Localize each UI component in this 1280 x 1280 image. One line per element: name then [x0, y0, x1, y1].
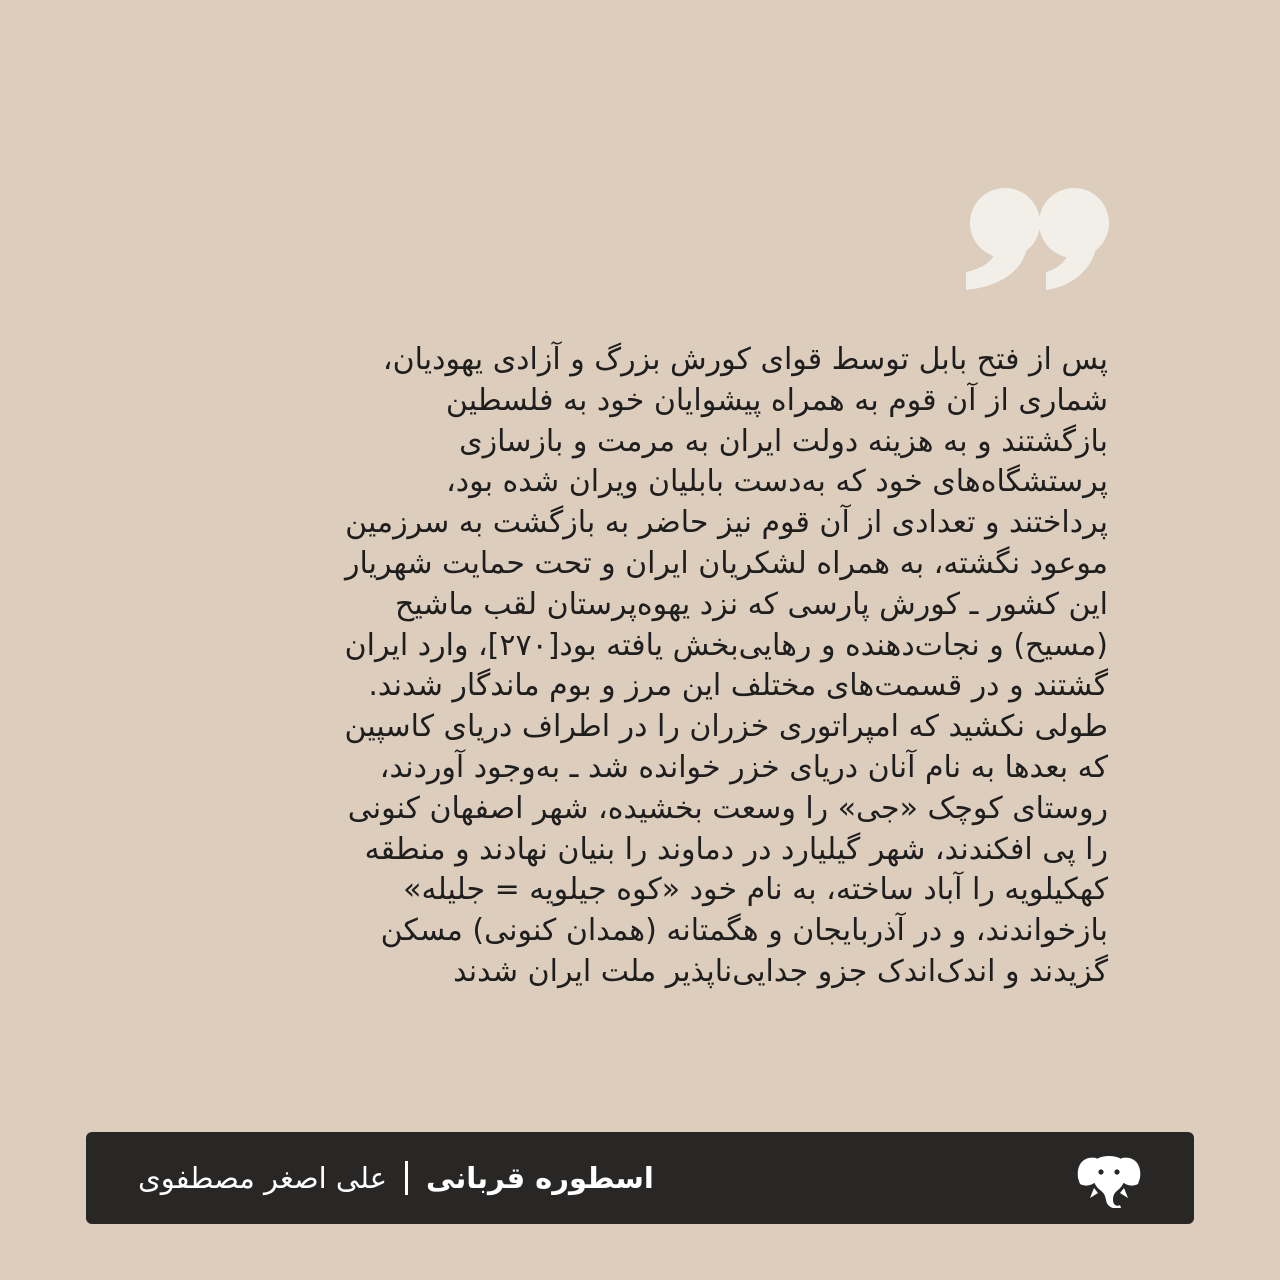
quote-line: موعود نگشته، به همراه لشکریان ایران و تحت حمایت شهریار [345, 545, 1108, 581]
quote-line: که بعدها به نام آنان دریای خزر خوانده شد ـ به‌وجود آوردند، [379, 749, 1108, 785]
quote-mark-icon [962, 186, 1112, 294]
quote-line: پس از فتح بابل توسط قوای کورش بزرگ و آزادی یهودیان، [382, 342, 1108, 377]
footer-bar [86, 1132, 1194, 1224]
quote-line: پرداختند و تعدادی از آن قوم نیز حاضر به بازگشت به سرزمین [345, 505, 1108, 541]
book-title: اسطوره قربانی [426, 1161, 654, 1195]
quote-line: گزیدند و اندک‌اندک جزو جدایی‌ناپذیر ملت ایران شدند [453, 953, 1108, 989]
caption-divider [405, 1161, 408, 1195]
quote-line: بازخواندند، و در آذربایجان و هگمتانه (همدان کنونی) مسکن [380, 913, 1108, 949]
quote-line: پرستشگاه‌های خود که به‌دست بابلیان ویران شده بود، [446, 464, 1108, 500]
author-name: علی اصغر مصطفوی [138, 1161, 388, 1195]
quote-line: (مسیح) و نجات‌دهنده و رهایی‌بخش یافته بود[۲۷۰]، وارد ایران [344, 627, 1108, 663]
book-caption [138, 1132, 654, 1224]
quote-line: گشتند و در قسمت‌های مختلف این مرز و بوم ماندگار شدند. [368, 668, 1108, 704]
quote-line: بازگشتند و به هزینه دولت ایران به مرمت و بازسازی [459, 423, 1108, 459]
quote-line: این کشور ـ کورش پارسی که نزد یهوه‌پرستان لقب ماشیح [395, 586, 1108, 622]
quote-line: کهکیلویه را آباد ساخته، به نام خود «کوه جیلویه = جلیله» [403, 872, 1108, 908]
quote-line: طولی نکشید که امپراتوری خزران را در اطراف دریای کاسپین [344, 709, 1108, 745]
quote-text [168, 340, 1108, 993]
elephant-icon [1076, 1152, 1142, 1208]
quote-line: روستای کوچک «جی» را وسعت بخشیده، شهر اصفهان کنونی [347, 790, 1108, 826]
quote-line: را پی افکندند، شهر گیلیارد در دماوند را بنیان نهادند و منطقه [364, 831, 1108, 867]
quote-line: شماری از آن قوم به همراه پیشوایان خود به فلسطین [445, 382, 1108, 418]
